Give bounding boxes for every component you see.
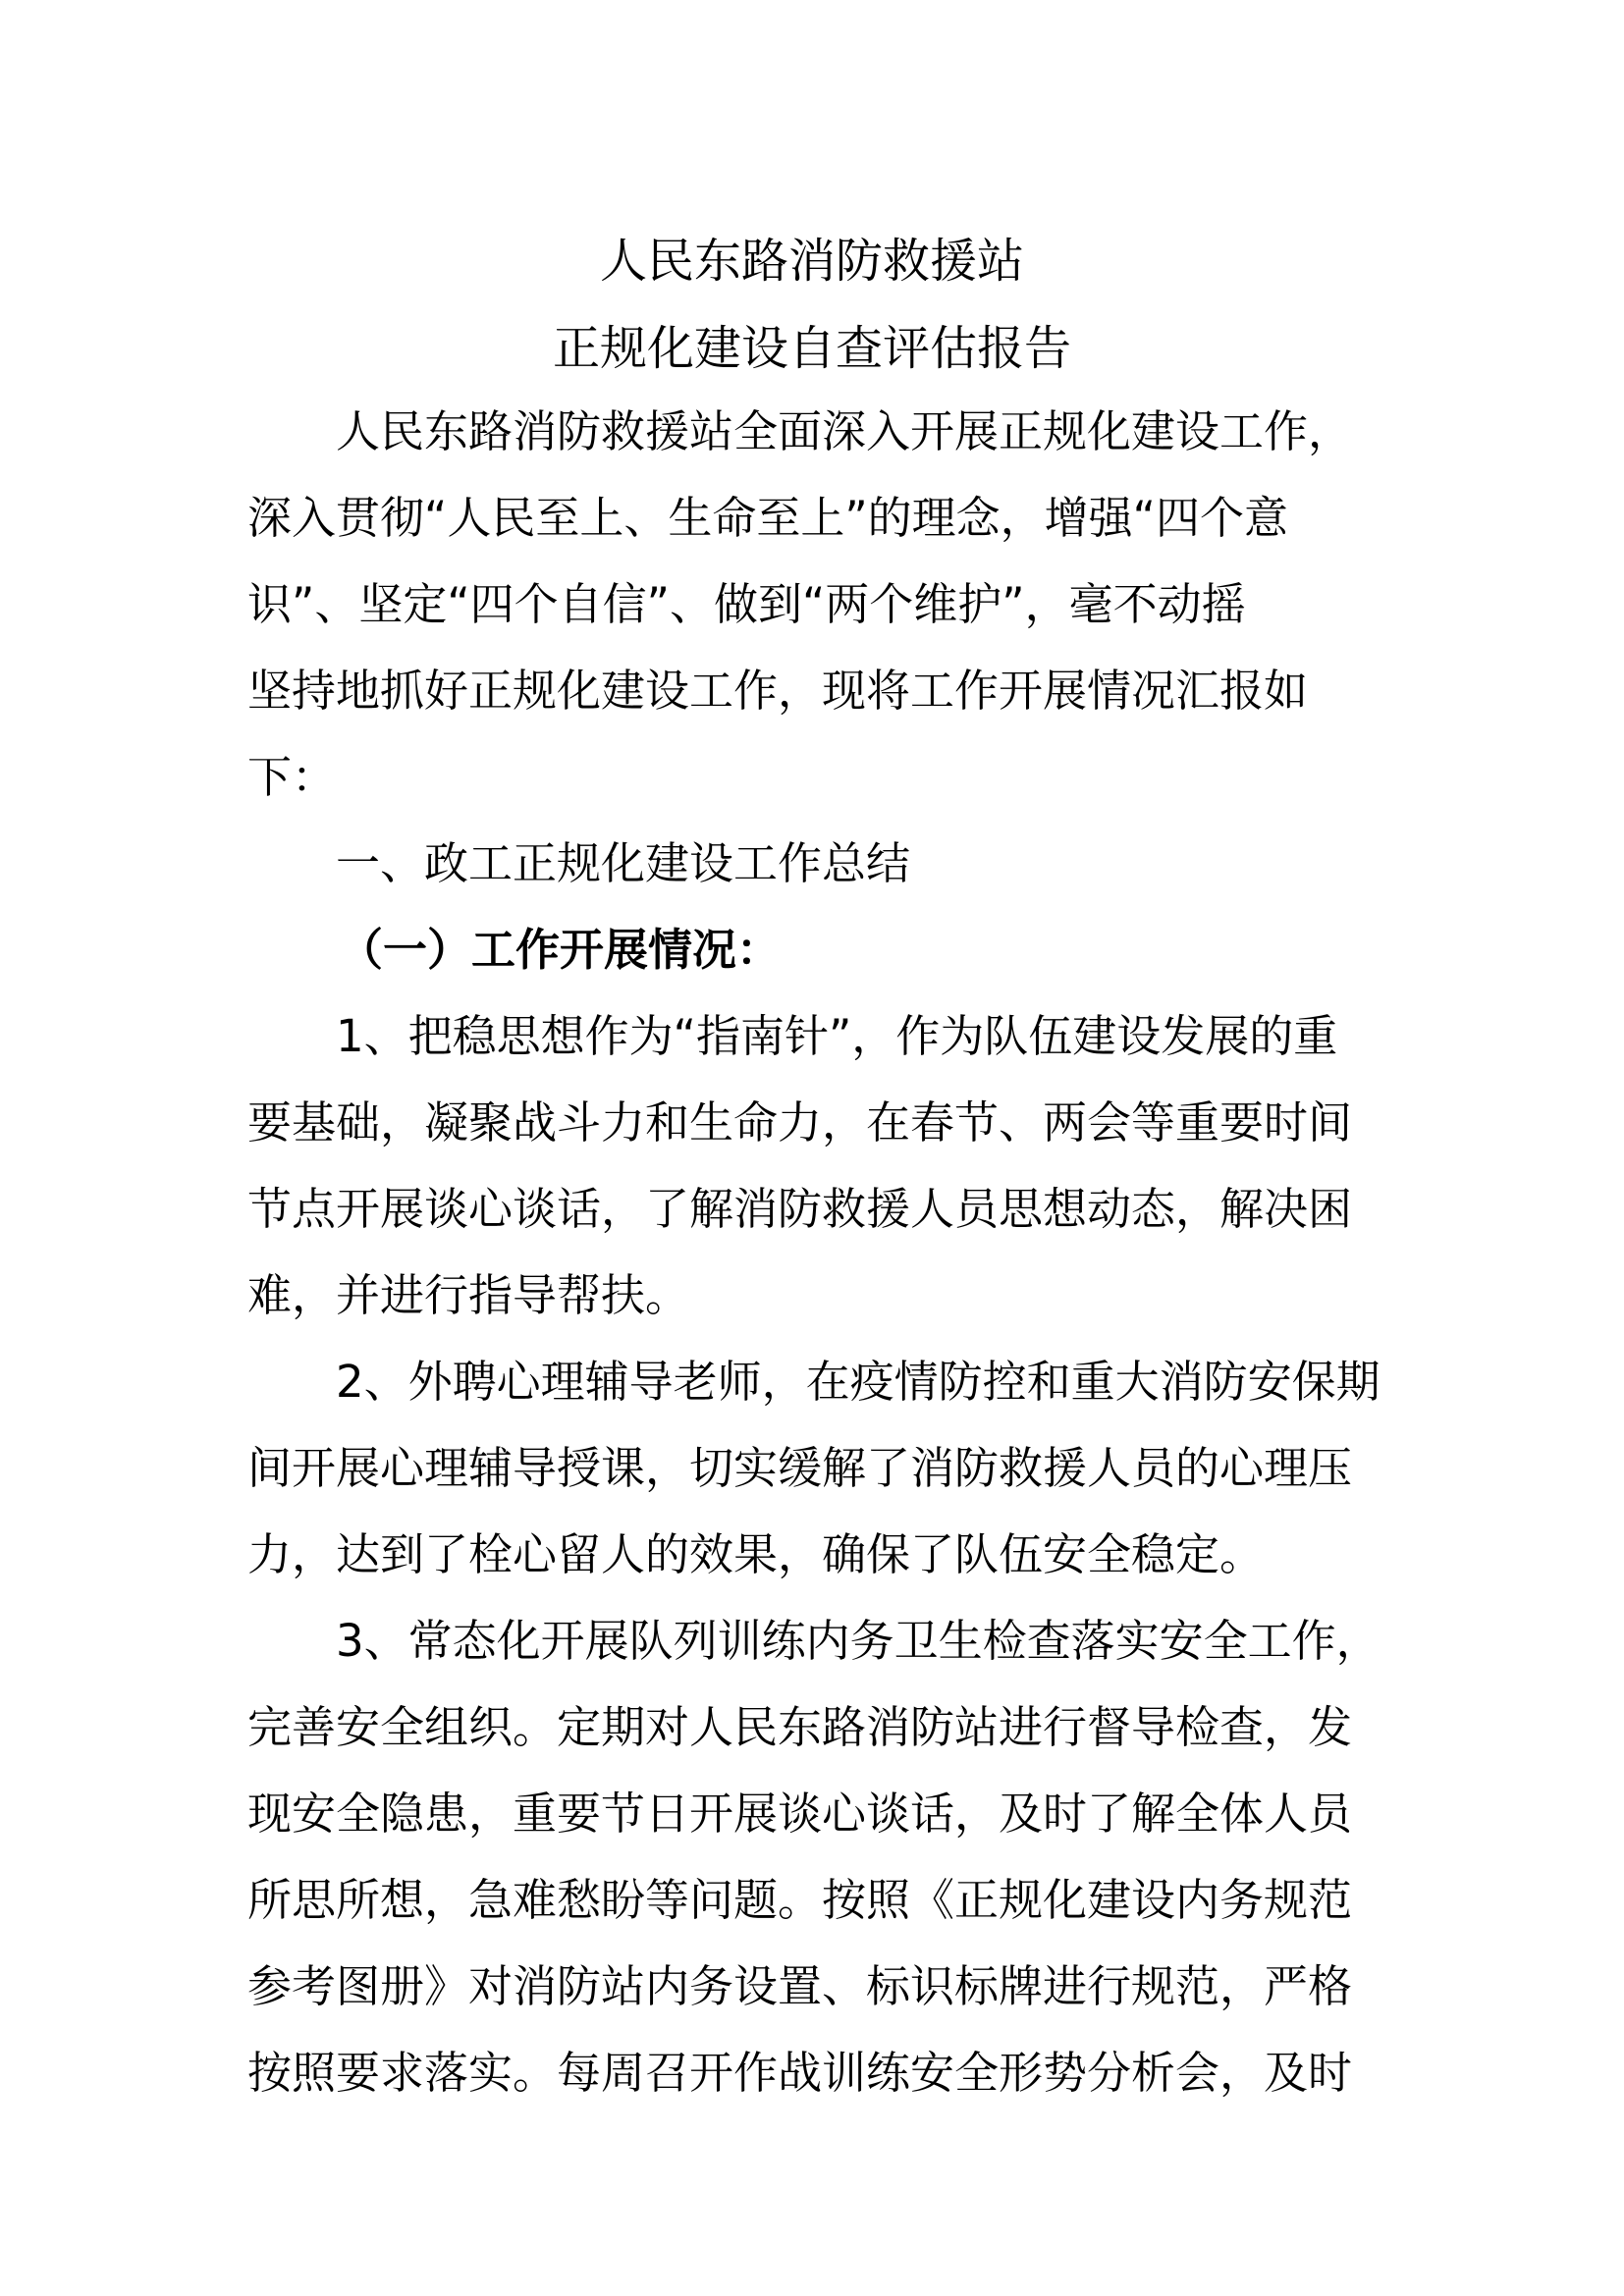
item1-line-text: 要基础，凝聚战斗力和生命力，在春节、两会等重要时间 <box>247 1096 1353 1148</box>
intro-line <box>0 748 1624 807</box>
title-line-2-text: 正规化建设自查评估报告 <box>552 321 1071 376</box>
item2-line-text: 2、外聘心理辅导老师，在疫情防控和重大消防安保期 <box>336 1356 1380 1408</box>
item2-line <box>0 1439 1624 1498</box>
item3-line-text: 参考图册》对消防站内务设置、标识标牌进行规范，严格 <box>247 1960 1353 2012</box>
item3-line <box>0 1612 1624 1671</box>
item3-line-text: 现安全隐患，重要节日开展谈心谈话，及时了解全体人员 <box>247 1788 1353 1840</box>
item3-line <box>0 1957 1624 2016</box>
item3-line-text: 所思所想，急难愁盼等问题。按照《正规化建设内务规范 <box>247 1874 1353 1926</box>
intro-line <box>0 575 1624 634</box>
item3-line-text: 按照要求落实。每周召开作战训练安全形势分析会，及时 <box>247 2047 1353 2099</box>
section-heading-text: 一、政工正规化建设工作总结 <box>336 837 911 889</box>
intro-line <box>0 402 1624 461</box>
subsection-heading-text: （一）工作开展情况： <box>339 924 782 976</box>
item1-line <box>0 1266 1624 1325</box>
item2-line-text: 间开展心理辅导授课，切实缓解了消防救援人员的心理压 <box>247 1442 1353 1494</box>
item3-line-text: 3、常态化开展队列训练内务卫生检查落实安全工作， <box>336 1615 1380 1667</box>
item3-line <box>0 1785 1624 1843</box>
intro-line-text: 下： <box>247 751 337 803</box>
intro-line-text: 深入贯彻“人民至上、生命至上”的理念，增强“四个意 <box>247 492 1288 544</box>
item1-line-text: 1、把稳思想作为“指南针”，作为队伍建设发展的重 <box>336 1010 1338 1062</box>
title-line-1 <box>0 232 1624 291</box>
item2-line-text: 力，达到了栓心留人的效果，确保了队伍安全稳定。 <box>247 1528 1265 1580</box>
item3-line <box>0 2044 1624 2103</box>
intro-line-text: 人民东路消防救援站全面深入开展正规化建设工作， <box>336 405 1353 457</box>
title-line-2 <box>0 319 1624 378</box>
title-line-1-text: 人民东路消防救援站 <box>599 234 1024 289</box>
intro-line <box>0 662 1624 721</box>
item1-line-text: 节点开展谈心谈话，了解消防救援人员思想动态，解决困 <box>247 1183 1353 1235</box>
section-heading <box>0 834 1624 893</box>
item1-line-text: 难，并进行指导帮扶。 <box>247 1269 690 1321</box>
intro-line-text: 识”、坚定“四个自信”、做到“两个维护”，毫不动摇 <box>247 578 1246 630</box>
item2-line <box>0 1353 1624 1412</box>
item3-line <box>0 1698 1624 1757</box>
item1-line <box>0 1007 1624 1066</box>
item1-line <box>0 1094 1624 1152</box>
item2-line <box>0 1525 1624 1584</box>
item3-line <box>0 1871 1624 1930</box>
item1-line <box>0 1180 1624 1239</box>
intro-line <box>0 489 1624 548</box>
subsection-heading <box>0 921 1624 980</box>
intro-line-text: 坚持地抓好正规化建设工作，现将工作开展情况汇报如 <box>247 665 1309 717</box>
item3-line-text: 完善安全组织。定期对人民东路消防站进行督导检查，发 <box>247 1701 1353 1753</box>
